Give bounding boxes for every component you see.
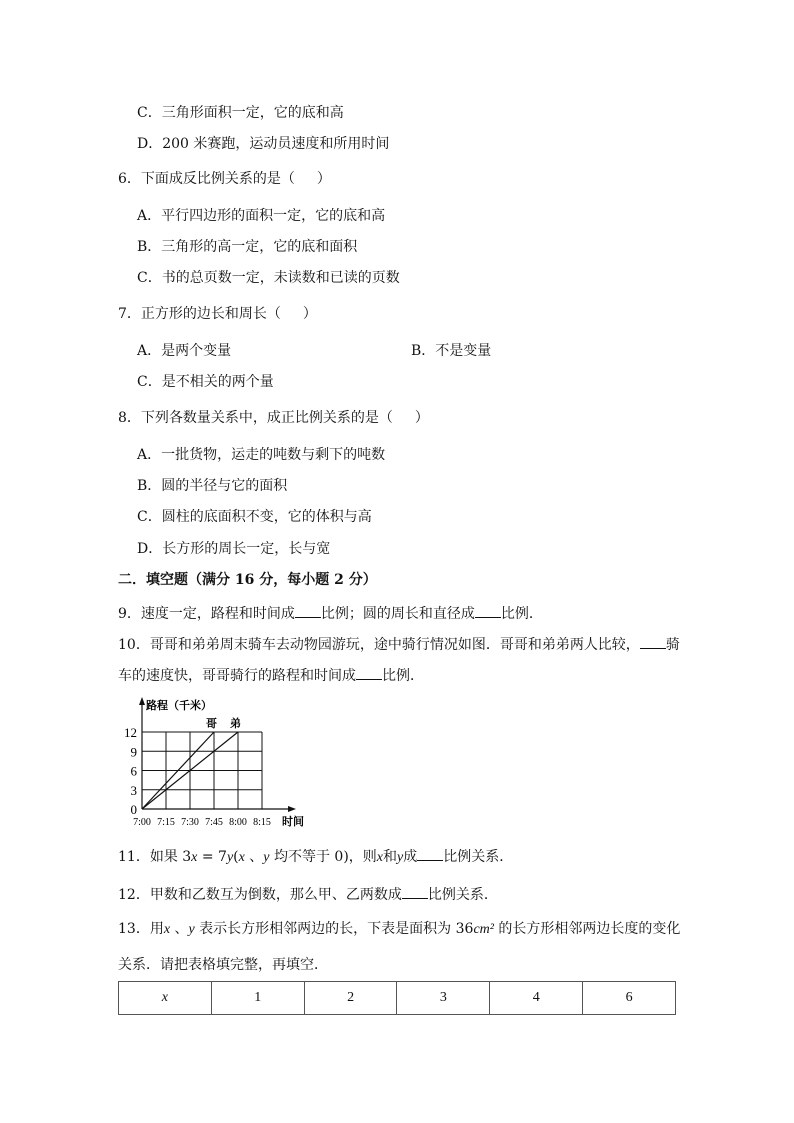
- question-6: 6．下面成反比例关系的是（ ）: [118, 171, 331, 187]
- q7-option-c: C．是不相关的两个量: [137, 374, 274, 390]
- answer-blank: [417, 846, 443, 861]
- table-row: [119, 982, 676, 1015]
- length-table: [118, 981, 676, 1015]
- y-tick-label: 0: [130, 802, 137, 817]
- q5-option-c: C．三角形面积一定，它的底和高: [137, 105, 344, 121]
- x-tick-label: 7:15: [157, 817, 175, 828]
- x-axis-arrow: [288, 806, 296, 812]
- question-8: 8．下列各数量关系中，成正比例关系的是（ ）: [118, 410, 429, 426]
- q6-option-a: A．平行四边形的面积一定，它的底和高: [137, 208, 386, 224]
- q8-option-d: D．长方形的周长一定，长与宽: [137, 541, 331, 557]
- table-header-cell: x: [119, 982, 212, 1015]
- y-tick-label: 3: [130, 782, 137, 798]
- y-axis-arrow: [139, 697, 145, 705]
- table-cell: 2: [304, 982, 397, 1015]
- q5-option-d: D．200 米赛跑，运动员速度和所用时间: [137, 136, 390, 152]
- x-axis-label: 时间: [282, 815, 304, 828]
- question-13-line2: 关系．请把表格填完整，再填空．: [118, 957, 328, 973]
- q7-option-a: A．是两个变量: [137, 343, 232, 359]
- table-cell: 3: [397, 982, 490, 1015]
- answer-blank: [356, 665, 382, 680]
- answer-blank: [640, 634, 666, 649]
- answer-blank: [475, 603, 501, 618]
- x-tick-label: 8:15: [253, 817, 271, 828]
- distance-time-chart: [124, 693, 304, 829]
- q8-option-c: C．圆柱的底面积不变，它的体积与高: [137, 509, 372, 525]
- table-cell: 4: [490, 982, 583, 1015]
- question-11: 11．如果 3x = 7y(x 、y 均不等于 0)，则x和y成 比例关系．: [118, 846, 513, 867]
- y-tick-label: 6: [130, 763, 137, 779]
- table-cell: 6: [583, 982, 676, 1015]
- q7-option-b: B．不是变量: [411, 343, 492, 359]
- chart-grid: [142, 732, 262, 809]
- answer-blank: [402, 884, 428, 899]
- question-10-line2: 车的速度快，哥哥骑行的路程和时间成 比例．: [118, 665, 424, 685]
- x-tick-label: 7:00: [133, 817, 151, 828]
- question-7: 7．正方形的边长和周长（ ）: [118, 306, 317, 322]
- y-tick-label: 12: [124, 725, 137, 740]
- chart-axes: [139, 697, 296, 812]
- x-tick-label: 8:00: [229, 817, 247, 828]
- q6-option-c: C．书的总页数一定，未读数和已读的页数: [137, 270, 400, 286]
- series-label: 弟: [230, 717, 241, 730]
- table-cell: 1: [211, 982, 304, 1015]
- section-2-heading: 二．填空题（满分 16 分，每小题 2 分）: [118, 572, 377, 588]
- answer-blank: [295, 603, 321, 618]
- y-axis-label: 路程（千米）: [146, 699, 212, 712]
- x-tick-label: 7:30: [181, 817, 199, 828]
- q8-option-a: A．一批货物，运走的吨数与剩下的吨数: [137, 447, 386, 463]
- series-label: 哥: [206, 717, 217, 730]
- x-tick-label: 7:45: [205, 817, 223, 828]
- question-12: 12．甲数和乙数互为倒数，那么甲、乙两数成 比例关系．: [118, 884, 498, 904]
- question-10-line1: 10．哥哥和弟弟周末骑车去动物园游玩，途中骑行情况如图．哥哥和弟弟两人比较， 骑: [118, 634, 680, 654]
- question-9: 9．速度一定，路程和时间成 比例；圆的周长和直径成 比例．: [118, 603, 543, 623]
- q6-option-b: B．三角形的高一定，它的底和面积: [137, 239, 358, 255]
- y-tick-label: 9: [130, 744, 137, 760]
- question-13-line1: 13．用x 、y 表示长方形相邻两边的长，下表是面积为 36cm² 的长方形相邻两边长度的变化: [118, 921, 681, 937]
- q8-option-b: B．圆的半径与它的面积: [137, 478, 288, 494]
